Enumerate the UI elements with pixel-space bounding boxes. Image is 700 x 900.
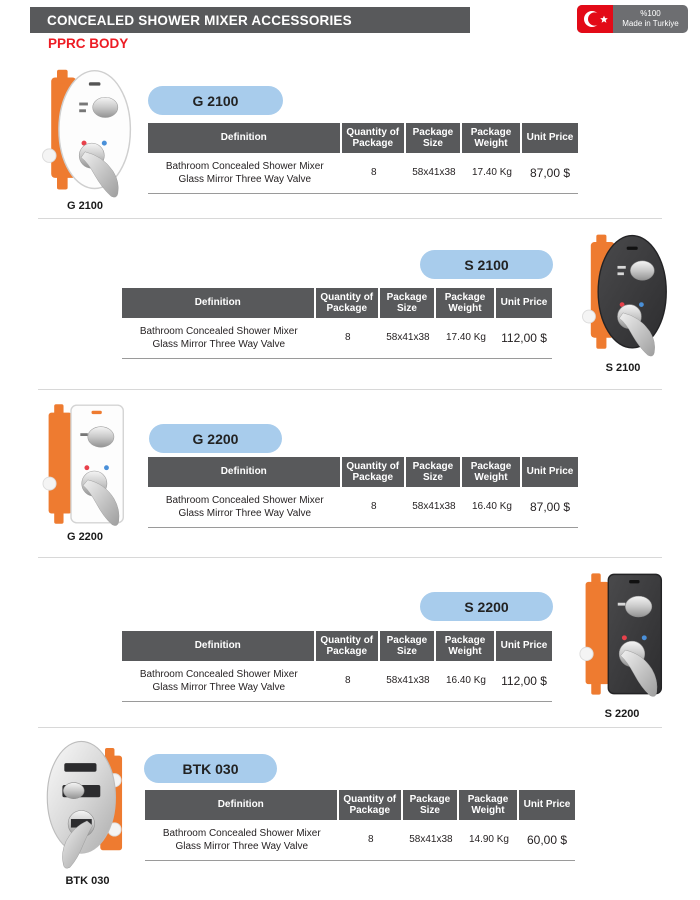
product-image-g2100 <box>35 62 135 202</box>
col-price: Unit Price <box>500 640 548 652</box>
col-price: Unit Price <box>526 466 574 478</box>
section-divider <box>38 218 662 219</box>
section-divider <box>38 557 662 558</box>
product-image-g2200 <box>35 394 135 534</box>
table-header-row <box>122 288 552 318</box>
section-divider <box>38 727 662 728</box>
table-row <box>145 820 575 861</box>
col-weight: Package Weight <box>459 790 519 820</box>
col-quantity: Quantity of Package <box>316 288 381 318</box>
cell-weight: 14.90 Kg <box>468 834 509 846</box>
page-title: CONCEALED SHOWER MIXER ACCESSORIES <box>30 7 470 33</box>
product-caption: BTK 030 <box>65 875 110 887</box>
badge-made-in: Made in Turkiye <box>622 19 679 28</box>
product-table <box>122 631 552 702</box>
col-size: Package Size <box>403 790 459 820</box>
product-table <box>145 790 575 861</box>
product-table <box>122 288 552 359</box>
cell-size: 58x41x38 <box>386 675 430 687</box>
product-image-s2100 <box>577 226 669 362</box>
cell-definition: Bathroom Concealed Shower Mixer Glass Mirror Three Way Valve <box>139 325 298 350</box>
made-in-turkiye-badge <box>577 5 688 33</box>
cell-weight: 16.40 Kg <box>471 501 512 513</box>
cell-definition: Bathroom Concealed Shower Mixer Glass Mirror Three Way Valve <box>139 668 298 693</box>
product-caption: G 2200 <box>66 531 104 543</box>
table-row <box>148 153 578 194</box>
col-price: Unit Price <box>500 297 548 309</box>
col-weight: Package Weight <box>436 288 496 318</box>
badge-percent: %100 <box>640 8 661 18</box>
cell-definition: Bathroom Concealed Shower Mixer Glass Mirror Three Way Valve <box>165 494 324 519</box>
table-header-row <box>145 790 575 820</box>
col-definition: Definition <box>148 123 342 153</box>
col-definition: Definition <box>145 790 339 820</box>
cell-quantity: 8 <box>367 834 374 846</box>
product-code-pill <box>420 250 553 279</box>
col-quantity: Quantity of Package <box>316 631 381 661</box>
cell-price: 87,00 $ <box>530 499 571 514</box>
cell-weight: 17.40 Kg <box>471 167 512 179</box>
product-image-s2200 <box>575 563 670 705</box>
col-definition: Definition <box>148 457 342 487</box>
product-code-pill <box>420 592 553 621</box>
table-row <box>122 661 552 702</box>
cell-size: 58x41x38 <box>409 834 453 846</box>
badge-text <box>613 5 688 33</box>
cell-size: 58x41x38 <box>412 167 456 179</box>
cell-size: 58x41x38 <box>386 332 430 344</box>
cell-weight: 16.40 Kg <box>445 675 486 687</box>
table-header-row <box>122 631 552 661</box>
product-image-btk030 <box>35 731 140 873</box>
product-code-pill <box>149 424 282 453</box>
col-weight: Package Weight <box>462 123 522 153</box>
product-code-label: BTK 030 <box>182 760 239 777</box>
col-size: Package Size <box>406 123 462 153</box>
cell-quantity: 8 <box>370 167 377 179</box>
turkish-flag-icon <box>577 5 613 33</box>
cell-definition: Bathroom Concealed Shower Mixer Glass Mirror Three Way Valve <box>165 160 324 185</box>
product-table <box>148 457 578 528</box>
cell-quantity: 8 <box>344 675 351 687</box>
cell-size: 58x41x38 <box>412 501 456 513</box>
product-code-label: S 2100 <box>464 256 509 273</box>
product-code-label: G 2200 <box>192 430 239 447</box>
col-price: Unit Price <box>526 132 574 144</box>
cell-price: 112,00 $ <box>501 673 547 688</box>
table-header-row <box>148 457 578 487</box>
cell-quantity: 8 <box>370 501 377 513</box>
col-definition: Definition <box>122 631 316 661</box>
product-caption: G 2100 <box>66 200 104 212</box>
table-row <box>122 318 552 359</box>
cell-price: 87,00 $ <box>530 165 571 180</box>
section-divider <box>38 389 662 390</box>
product-code-label: S 2200 <box>464 598 509 615</box>
cell-price: 112,00 $ <box>501 330 547 345</box>
cell-quantity: 8 <box>344 332 351 344</box>
product-code-pill <box>144 754 277 783</box>
page-subtitle: PPRC BODY <box>48 36 129 51</box>
col-price: Unit Price <box>523 799 571 811</box>
cell-price: 60,00 $ <box>527 832 568 847</box>
cell-definition: Bathroom Concealed Shower Mixer Glass Mirror Three Way Valve <box>162 827 321 852</box>
col-quantity: Quantity of Package <box>342 457 407 487</box>
col-size: Package Size <box>380 288 436 318</box>
col-weight: Package Weight <box>436 631 496 661</box>
col-weight: Package Weight <box>462 457 522 487</box>
table-header-row <box>148 123 578 153</box>
product-code-pill <box>148 86 283 115</box>
col-size: Package Size <box>380 631 436 661</box>
product-caption: S 2200 <box>604 708 640 720</box>
cell-weight: 17.40 Kg <box>445 332 486 344</box>
col-size: Package Size <box>406 457 462 487</box>
product-table <box>148 123 578 194</box>
col-definition: Definition <box>122 288 316 318</box>
product-caption: S 2100 <box>605 362 641 374</box>
table-row <box>148 487 578 528</box>
col-quantity: Quantity of Package <box>342 123 407 153</box>
product-code-label: G 2100 <box>192 92 239 109</box>
col-quantity: Quantity of Package <box>339 790 404 820</box>
